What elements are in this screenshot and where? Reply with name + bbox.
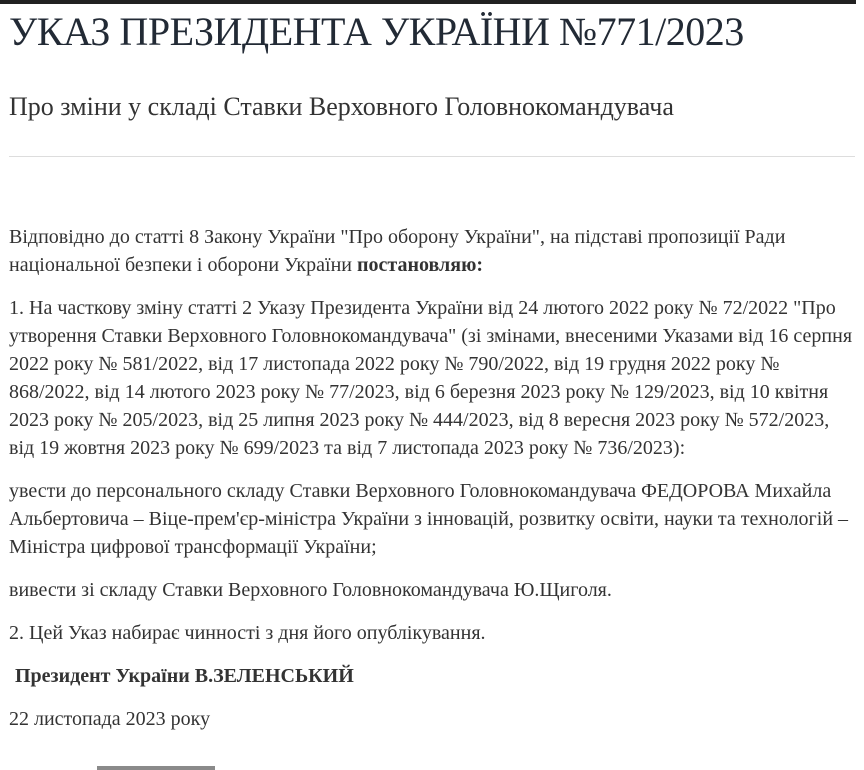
paragraph-remove-member: вивести зі складу Ставки Верховного Головнокомандувача Ю.Щиголя. xyxy=(9,578,612,601)
page-title: УКАЗ ПРЕЗИДЕНТА УКРАЇНИ №771/2023 xyxy=(9,9,744,54)
decree-body xyxy=(9,223,855,733)
top-cutoff-bar xyxy=(0,0,856,4)
paragraph-preamble xyxy=(9,223,855,279)
date-line: 22 листопада 2023 року xyxy=(9,707,211,730)
divider xyxy=(9,156,855,157)
paragraph-add-member: увести до персонального складу Ставки Верховного Головнокомандувача ФЕДОРОВА Михайла Альбертовича – Віце-прем'єр-міністра України з інновацій, розвитку освіти, науки та технологій – Міністра цифрової трансформації України; xyxy=(9,479,849,558)
signature-line: Президент України В.ЗЕЛЕНСЬКИЙ xyxy=(15,664,354,687)
paragraph-item-1: 1. На часткову зміну статті 2 Указу Президента України від 24 лютого 2022 року № 72/2022 "Про утворення Ставки Верховного Головнокомандувача" (зі змінами, внесеними Указами від 16 серпня 2022 року № 581/2022, від 17 листопада 2022 року № 790/2022, від 19 грудня 2022 року № 868/2022, від 14 лютого 2023 року № 77/2023, від 6 березня 2023 року № 129/2023, від 10 квітня 2023 року № 205/2023, від 25 липня 2023 року № 444/2023, від 8 вересня 2023 року № 572/2023, від 19 жовтня 2023 року № 699/2023 та від 7 листопада 2023 року № 736/2023): xyxy=(9,296,853,459)
page-subtitle: Про зміни у складі Ставки Верховного Головнокомандувача xyxy=(9,92,674,122)
preamble-text: Відповідно до статті 8 Закону України "Про оборону України", на підставі пропозиції Ради національної безпеки і оборони України xyxy=(9,225,786,276)
paragraph-item-2: 2. Цей Указ набирає чинності з дня його опублікування. xyxy=(9,621,486,644)
preamble-bold-text: постановляю: xyxy=(357,253,484,276)
bottom-cutoff-bar xyxy=(97,766,215,770)
